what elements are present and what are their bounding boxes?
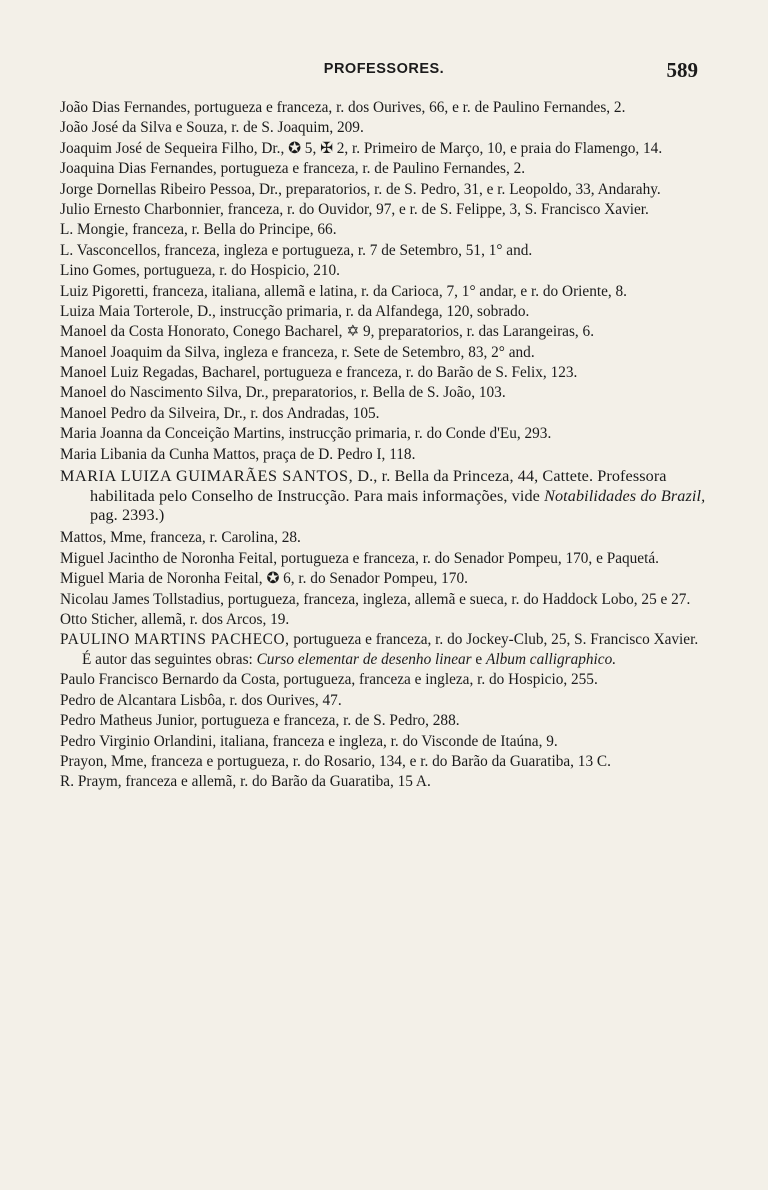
list-item: Mattos, Mme, franceza, r. Carolina, 28. xyxy=(60,529,301,547)
list-item: R. Praym, franceza e allemã, r. do Barão da Guaratiba, 15 A. xyxy=(60,773,431,791)
list-item: Nicolau James Tollstadius, portugueza, franceza, ingleza, allemã e sueca, r. do Haddock Lobo, 25 e 27. xyxy=(60,590,691,608)
section-title: PROFESSORES. xyxy=(323,61,445,77)
page-header xyxy=(0,58,768,82)
list-item: Luiz Pigoretti, franceza, italiana, allemã e latina, r. da Carioca, 7, 1° andar, e r. do Oriente, 8. xyxy=(60,282,628,300)
list-item: Joaquina Dias Fernandes, portugueza e franceza, r. de Paulino Fernandes, 2. xyxy=(60,160,526,178)
list-item: L. Mongie, franceza, r. Bella do Principe, 66. xyxy=(60,221,337,239)
author-entry-name: PAULINO MARTINS PACHECO, xyxy=(60,631,290,649)
featured-entry xyxy=(60,467,710,525)
list-item: Pedro Virginio Orlandini, italiana, franceza e ingleza, r. do Visconde de Itaúna, 9. xyxy=(60,732,558,750)
author-work-1: Curso elementar de desenho linear xyxy=(256,651,472,668)
list-item: Paulo Francisco Bernardo da Costa, portugueza, franceza e ingleza, r. do Hospicio, 255. xyxy=(60,671,598,689)
list-item: João José da Silva e Souza, r. de S. Joaquim, 209. xyxy=(60,119,364,137)
list-item: Manoel do Nascimento Silva, Dr., preparatorios, r. Bella de S. João, 103. xyxy=(60,384,506,402)
author-entry-conj: e xyxy=(475,651,483,668)
list-item: Lino Gomes, portugueza, r. do Hospicio, 210. xyxy=(60,262,340,280)
list-item: Miguel Jacintho de Noronha Feital, portugueza e franceza, r. do Senador Pompeu, 170, e Paquetá. xyxy=(60,549,659,567)
featured-entry-tail: pag. 2393.) xyxy=(90,506,165,525)
author-entry-text: portugueza e franceza, r. do Jockey-Club, 25, S. Francisco Xavier. É autor das seguintes obras: xyxy=(82,631,699,668)
list-item: Manoel Joaquim da Silva, ingleza e franceza, r. Sete de Setembro, 83, 2° and. xyxy=(60,343,535,361)
featured-entry-text: D., r. Bella da Princeza, 44, Cattete. Professora habilitada pelo Conselho de Instrucção. Para mais informações, vide xyxy=(90,467,667,505)
list-item: Otto Sticher, allemã, r. dos Arcos, 19. xyxy=(60,611,290,629)
author-entry xyxy=(60,630,710,669)
list-item: Manoel da Costa Honorato, Conego Bacharel, ✡ 9, preparatorios, r. das Larangeiras, 6. xyxy=(60,323,595,341)
list-item: Joaquim José de Sequeira Filho, Dr., ✪ 5, ✠ 2, r. Primeiro de Março, 10, e praia do Flamengo, 14. xyxy=(60,139,663,157)
featured-entry-reference: Notabilidades do Brazil, xyxy=(544,486,706,505)
list-item: Luiza Maia Torterole, D., instrucção primaria, r. da Alfandega, 120, sobrado. xyxy=(60,302,530,320)
list-item: Maria Joanna da Conceição Martins, instrucção primaria, r. do Conde d'Eu, 293. xyxy=(60,425,552,443)
list-item: Pedro Matheus Junior, portugueza e franceza, r. de S. Pedro, 288. xyxy=(60,712,460,730)
list-item: Jorge Dornellas Ribeiro Pessoa, Dr., preparatorios, r. de S. Pedro, 31, e r. Leopoldo, 33, Andarahy. xyxy=(60,180,661,198)
directory-list xyxy=(60,98,710,793)
list-item: L. Vasconcellos, franceza, ingleza e portugueza, r. 7 de Setembro, 51, 1° and. xyxy=(60,241,533,259)
featured-entry-name: MARIA LUIZA GUIMARÃES SANTOS, xyxy=(60,467,354,486)
list-item: Manoel Pedro da Silveira, Dr., r. dos Andradas, 105. xyxy=(60,404,380,422)
list-item: Maria Libania da Cunha Mattos, praça de D. Pedro I, 118. xyxy=(60,445,416,463)
author-work-2: Album calligraphico. xyxy=(486,651,617,668)
list-item: Miguel Maria de Noronha Feital, ✪ 6, r. do Senador Pompeu, 170. xyxy=(60,570,468,588)
list-item: João Dias Fernandes, portugueza e franceza, r. dos Ourives, 66, e r. de Paulino Fernandes, 2. xyxy=(60,99,626,116)
list-item: Prayon, Mme, franceza e portugueza, r. do Rosario, 134, e r. do Barão da Guaratiba, 13 C. xyxy=(60,752,611,770)
list-item: Pedro de Alcantara Lisbôa, r. dos Ourives, 47. xyxy=(60,691,342,709)
list-item: Manoel Luiz Regadas, Bacharel, portugueza e franceza, r. do Barão de S. Felix, 123. xyxy=(60,364,578,382)
list-item: Julio Ernesto Charbonnier, franceza, r. do Ouvidor, 97, e r. de S. Felippe, 3, S. Francisco Xavier. xyxy=(60,200,649,218)
page-number: 589 xyxy=(666,58,698,82)
